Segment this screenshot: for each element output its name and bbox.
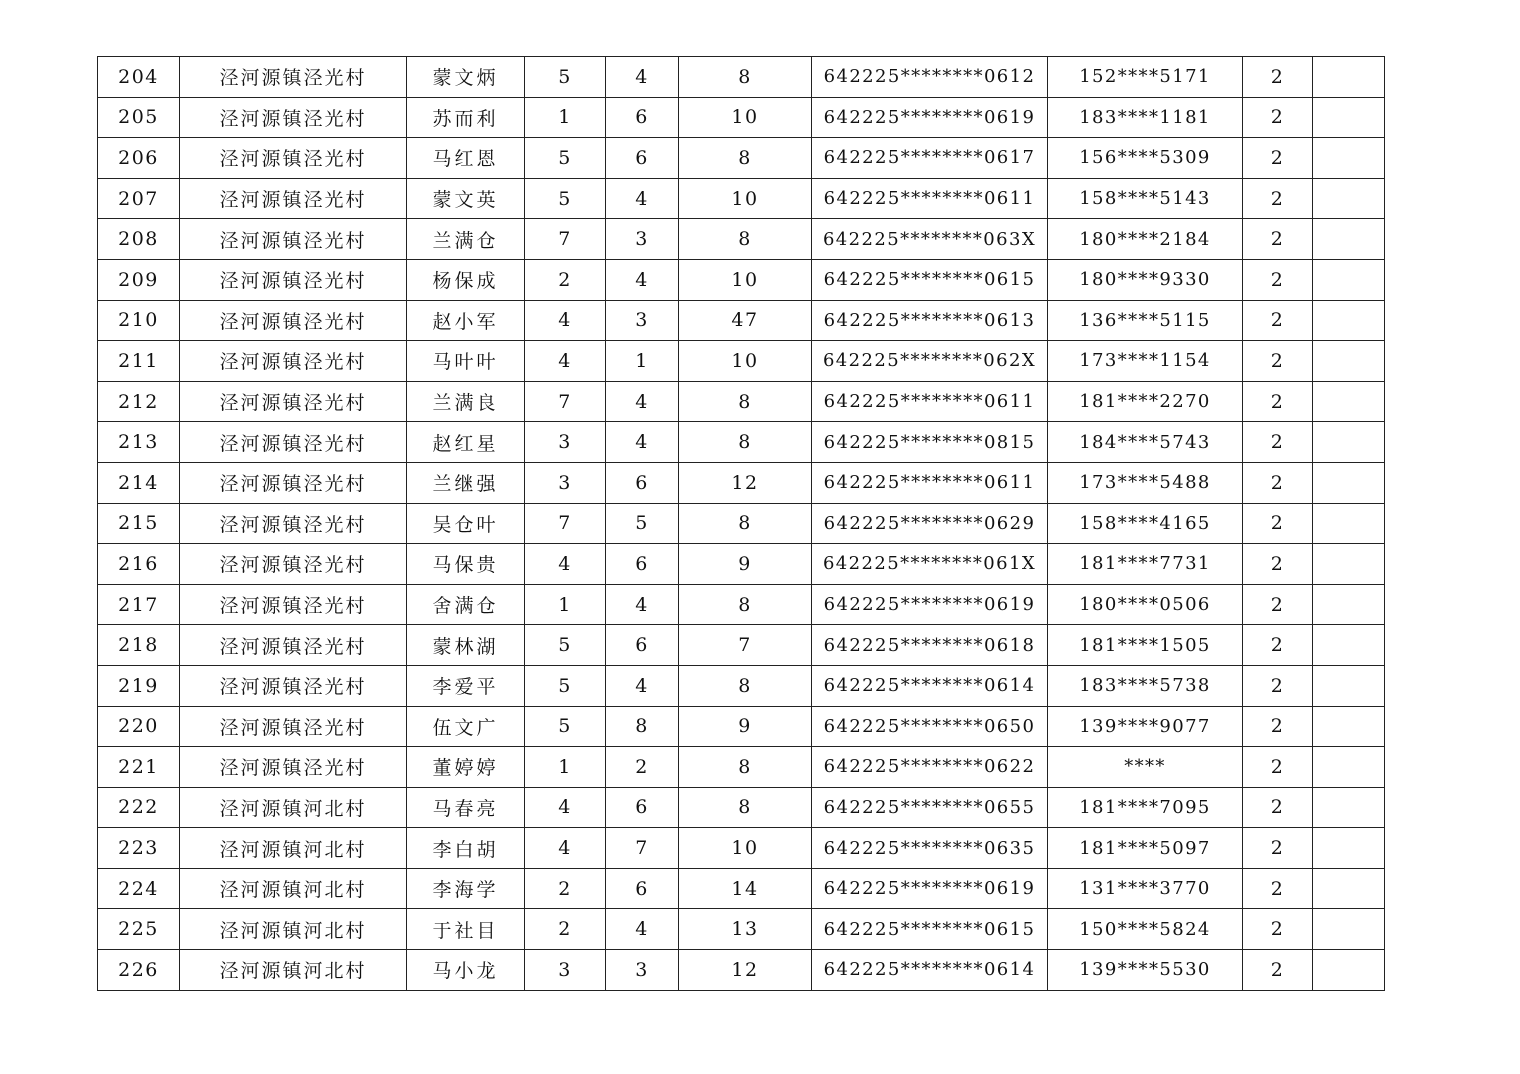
value-c-cell: 8 (679, 665, 812, 706)
id-number-cell: 642225********0655 (812, 787, 1048, 828)
id-number-cell: 642225********0611 (812, 462, 1048, 503)
count-cell: 2 (1243, 584, 1313, 625)
phone-cell: **** (1048, 747, 1243, 788)
value-a-cell: 1 (525, 97, 606, 138)
value-a-cell: 7 (525, 381, 606, 422)
table-row (98, 909, 1385, 950)
village-cell: 泾河源镇泾光村 (180, 341, 407, 382)
row-number-cell: 226 (98, 950, 180, 991)
village-cell: 泾河源镇泾光村 (180, 219, 407, 260)
note-cell (1313, 503, 1385, 544)
note-cell (1313, 950, 1385, 991)
value-a-cell: 3 (525, 422, 606, 463)
note-cell (1313, 909, 1385, 950)
value-c-cell: 8 (679, 57, 812, 98)
id-number-cell: 642225********0619 (812, 97, 1048, 138)
phone-cell: 181****1505 (1048, 625, 1243, 666)
table-row (98, 259, 1385, 300)
phone-cell: 139****5530 (1048, 950, 1243, 991)
row-number-cell: 208 (98, 219, 180, 260)
count-cell: 2 (1243, 422, 1313, 463)
note-cell (1313, 828, 1385, 869)
table-row (98, 462, 1385, 503)
phone-cell: 181****7731 (1048, 544, 1243, 585)
value-b-cell: 6 (606, 462, 679, 503)
name-cell: 马叶叶 (407, 341, 525, 382)
value-a-cell: 5 (525, 178, 606, 219)
note-cell (1313, 341, 1385, 382)
phone-cell: 183****5738 (1048, 665, 1243, 706)
value-b-cell: 4 (606, 909, 679, 950)
phone-cell: 131****3770 (1048, 868, 1243, 909)
name-cell: 蒙文炳 (407, 57, 525, 98)
value-b-cell: 4 (606, 259, 679, 300)
id-number-cell: 642225********0622 (812, 747, 1048, 788)
note-cell (1313, 868, 1385, 909)
value-c-cell: 10 (679, 259, 812, 300)
id-number-cell: 642225********063X (812, 219, 1048, 260)
phone-cell: 180****2184 (1048, 219, 1243, 260)
value-c-cell: 12 (679, 462, 812, 503)
value-a-cell: 2 (525, 259, 606, 300)
row-number-cell: 213 (98, 422, 180, 463)
name-cell: 赵红星 (407, 422, 525, 463)
row-number-cell: 211 (98, 341, 180, 382)
row-number-cell: 219 (98, 665, 180, 706)
id-number-cell: 642225********0614 (812, 950, 1048, 991)
value-b-cell: 8 (606, 706, 679, 747)
value-a-cell: 7 (525, 219, 606, 260)
table-row (98, 950, 1385, 991)
table-row (98, 300, 1385, 341)
value-c-cell: 9 (679, 706, 812, 747)
value-c-cell: 10 (679, 97, 812, 138)
value-b-cell: 4 (606, 422, 679, 463)
phone-cell: 136****5115 (1048, 300, 1243, 341)
row-number-cell: 205 (98, 97, 180, 138)
village-cell: 泾河源镇泾光村 (180, 503, 407, 544)
name-cell: 李海学 (407, 868, 525, 909)
table-row (98, 341, 1385, 382)
name-cell: 赵小军 (407, 300, 525, 341)
phone-cell: 152****5171 (1048, 57, 1243, 98)
name-cell: 伍文广 (407, 706, 525, 747)
id-number-cell: 642225********0650 (812, 706, 1048, 747)
value-c-cell: 8 (679, 219, 812, 260)
note-cell (1313, 57, 1385, 98)
row-number-cell: 212 (98, 381, 180, 422)
note-cell (1313, 787, 1385, 828)
name-cell: 蒙文英 (407, 178, 525, 219)
count-cell: 2 (1243, 747, 1313, 788)
value-c-cell: 12 (679, 950, 812, 991)
id-number-cell: 642225********0615 (812, 259, 1048, 300)
table-row (98, 219, 1385, 260)
table-row (98, 828, 1385, 869)
value-b-cell: 4 (606, 584, 679, 625)
value-a-cell: 5 (525, 138, 606, 179)
id-number-cell: 642225********0615 (812, 909, 1048, 950)
village-cell: 泾河源镇泾光村 (180, 259, 407, 300)
row-number-cell: 216 (98, 544, 180, 585)
name-cell: 苏而利 (407, 97, 525, 138)
value-a-cell: 5 (525, 57, 606, 98)
name-cell: 李爱平 (407, 665, 525, 706)
value-b-cell: 4 (606, 178, 679, 219)
village-cell: 泾河源镇泾光村 (180, 584, 407, 625)
count-cell: 2 (1243, 950, 1313, 991)
value-c-cell: 47 (679, 300, 812, 341)
row-number-cell: 215 (98, 503, 180, 544)
value-c-cell: 8 (679, 138, 812, 179)
name-cell: 于社目 (407, 909, 525, 950)
table-row (98, 665, 1385, 706)
id-number-cell: 642225********062X (812, 341, 1048, 382)
village-cell: 泾河源镇泾光村 (180, 747, 407, 788)
id-number-cell: 642225********0619 (812, 584, 1048, 625)
row-number-cell: 220 (98, 706, 180, 747)
value-c-cell: 8 (679, 787, 812, 828)
id-number-cell: 642225********061X (812, 544, 1048, 585)
row-number-cell: 210 (98, 300, 180, 341)
table-row (98, 178, 1385, 219)
value-c-cell: 10 (679, 341, 812, 382)
village-cell: 泾河源镇河北村 (180, 828, 407, 869)
count-cell: 2 (1243, 97, 1313, 138)
name-cell: 兰继强 (407, 462, 525, 503)
row-number-cell: 222 (98, 787, 180, 828)
id-number-cell: 642225********0617 (812, 138, 1048, 179)
count-cell: 2 (1243, 381, 1313, 422)
count-cell: 2 (1243, 219, 1313, 260)
note-cell (1313, 178, 1385, 219)
value-a-cell: 4 (525, 544, 606, 585)
phone-cell: 158****5143 (1048, 178, 1243, 219)
village-cell: 泾河源镇泾光村 (180, 665, 407, 706)
count-cell: 2 (1243, 341, 1313, 382)
value-b-cell: 3 (606, 950, 679, 991)
value-b-cell: 6 (606, 787, 679, 828)
count-cell: 2 (1243, 828, 1313, 869)
phone-cell: 150****5824 (1048, 909, 1243, 950)
value-b-cell: 4 (606, 381, 679, 422)
note-cell (1313, 747, 1385, 788)
row-number-cell: 218 (98, 625, 180, 666)
count-cell: 2 (1243, 868, 1313, 909)
note-cell (1313, 138, 1385, 179)
village-cell: 泾河源镇泾光村 (180, 57, 407, 98)
note-cell (1313, 462, 1385, 503)
count-cell: 2 (1243, 138, 1313, 179)
row-number-cell: 207 (98, 178, 180, 219)
phone-cell: 181****5097 (1048, 828, 1243, 869)
value-b-cell: 2 (606, 747, 679, 788)
village-cell: 泾河源镇泾光村 (180, 178, 407, 219)
value-b-cell: 6 (606, 544, 679, 585)
note-cell (1313, 625, 1385, 666)
count-cell: 2 (1243, 706, 1313, 747)
value-b-cell: 6 (606, 868, 679, 909)
id-number-cell: 642225********0635 (812, 828, 1048, 869)
phone-cell: 173****1154 (1048, 341, 1243, 382)
note-cell (1313, 381, 1385, 422)
value-c-cell: 8 (679, 747, 812, 788)
table-row (98, 138, 1385, 179)
count-cell: 2 (1243, 787, 1313, 828)
count-cell: 2 (1243, 665, 1313, 706)
value-b-cell: 1 (606, 341, 679, 382)
value-a-cell: 5 (525, 706, 606, 747)
table-row (98, 584, 1385, 625)
value-a-cell: 2 (525, 868, 606, 909)
value-c-cell: 10 (679, 178, 812, 219)
value-b-cell: 5 (606, 503, 679, 544)
household-table (97, 56, 1385, 991)
row-number-cell: 204 (98, 57, 180, 98)
count-cell: 2 (1243, 57, 1313, 98)
value-c-cell: 8 (679, 381, 812, 422)
count-cell: 2 (1243, 300, 1313, 341)
table-row (98, 625, 1385, 666)
name-cell: 马春亮 (407, 787, 525, 828)
id-number-cell: 642225********0613 (812, 300, 1048, 341)
name-cell: 兰满仓 (407, 219, 525, 260)
phone-cell: 184****5743 (1048, 422, 1243, 463)
name-cell: 董婷婷 (407, 747, 525, 788)
village-cell: 泾河源镇泾光村 (180, 422, 407, 463)
id-number-cell: 642225********0611 (812, 178, 1048, 219)
table-row (98, 97, 1385, 138)
row-number-cell: 223 (98, 828, 180, 869)
value-c-cell: 10 (679, 828, 812, 869)
row-number-cell: 217 (98, 584, 180, 625)
id-number-cell: 642225********0619 (812, 868, 1048, 909)
note-cell (1313, 665, 1385, 706)
name-cell: 马红恩 (407, 138, 525, 179)
village-cell: 泾河源镇泾光村 (180, 462, 407, 503)
table-row (98, 544, 1385, 585)
id-number-cell: 642225********0611 (812, 381, 1048, 422)
value-c-cell: 8 (679, 503, 812, 544)
value-a-cell: 3 (525, 950, 606, 991)
note-cell (1313, 259, 1385, 300)
count-cell: 2 (1243, 625, 1313, 666)
note-cell (1313, 97, 1385, 138)
phone-cell: 156****5309 (1048, 138, 1243, 179)
count-cell: 2 (1243, 503, 1313, 544)
id-number-cell: 642225********0618 (812, 625, 1048, 666)
value-b-cell: 3 (606, 219, 679, 260)
phone-cell: 158****4165 (1048, 503, 1243, 544)
count-cell: 2 (1243, 259, 1313, 300)
name-cell: 蒙林湖 (407, 625, 525, 666)
name-cell: 马小龙 (407, 950, 525, 991)
village-cell: 泾河源镇泾光村 (180, 300, 407, 341)
note-cell (1313, 584, 1385, 625)
id-number-cell: 642225********0629 (812, 503, 1048, 544)
table-row (98, 57, 1385, 98)
phone-cell: 139****9077 (1048, 706, 1243, 747)
value-a-cell: 3 (525, 462, 606, 503)
count-cell: 2 (1243, 178, 1313, 219)
value-c-cell: 13 (679, 909, 812, 950)
table-row (98, 868, 1385, 909)
count-cell: 2 (1243, 909, 1313, 950)
name-cell: 李白胡 (407, 828, 525, 869)
value-b-cell: 6 (606, 138, 679, 179)
note-cell (1313, 544, 1385, 585)
name-cell: 马保贵 (407, 544, 525, 585)
village-cell: 泾河源镇河北村 (180, 868, 407, 909)
value-a-cell: 7 (525, 503, 606, 544)
phone-cell: 180****9330 (1048, 259, 1243, 300)
village-cell: 泾河源镇泾光村 (180, 544, 407, 585)
note-cell (1313, 422, 1385, 463)
village-cell: 泾河源镇河北村 (180, 909, 407, 950)
table-row (98, 381, 1385, 422)
name-cell: 杨保成 (407, 259, 525, 300)
phone-cell: 181****2270 (1048, 381, 1243, 422)
value-a-cell: 5 (525, 625, 606, 666)
phone-cell: 183****1181 (1048, 97, 1243, 138)
value-b-cell: 4 (606, 665, 679, 706)
count-cell: 2 (1243, 462, 1313, 503)
row-number-cell: 209 (98, 259, 180, 300)
village-cell: 泾河源镇泾光村 (180, 381, 407, 422)
note-cell (1313, 219, 1385, 260)
value-b-cell: 4 (606, 57, 679, 98)
value-c-cell: 7 (679, 625, 812, 666)
phone-cell: 173****5488 (1048, 462, 1243, 503)
table-row (98, 787, 1385, 828)
id-number-cell: 642225********0815 (812, 422, 1048, 463)
count-cell: 2 (1243, 544, 1313, 585)
name-cell: 舍满仓 (407, 584, 525, 625)
row-number-cell: 214 (98, 462, 180, 503)
value-a-cell: 2 (525, 909, 606, 950)
value-c-cell: 8 (679, 584, 812, 625)
value-c-cell: 9 (679, 544, 812, 585)
village-cell: 泾河源镇泾光村 (180, 625, 407, 666)
table-body (98, 57, 1385, 991)
value-a-cell: 4 (525, 341, 606, 382)
village-cell: 泾河源镇泾光村 (180, 97, 407, 138)
value-b-cell: 3 (606, 300, 679, 341)
table-row (98, 747, 1385, 788)
value-a-cell: 1 (525, 747, 606, 788)
phone-cell: 180****0506 (1048, 584, 1243, 625)
name-cell: 吴仓叶 (407, 503, 525, 544)
value-b-cell: 7 (606, 828, 679, 869)
value-a-cell: 4 (525, 787, 606, 828)
value-a-cell: 5 (525, 665, 606, 706)
village-cell: 泾河源镇河北村 (180, 787, 407, 828)
value-a-cell: 1 (525, 584, 606, 625)
value-b-cell: 6 (606, 97, 679, 138)
phone-cell: 181****7095 (1048, 787, 1243, 828)
id-number-cell: 642225********0612 (812, 57, 1048, 98)
note-cell (1313, 300, 1385, 341)
table-row (98, 422, 1385, 463)
name-cell: 兰满良 (407, 381, 525, 422)
row-number-cell: 224 (98, 868, 180, 909)
row-number-cell: 221 (98, 747, 180, 788)
value-a-cell: 4 (525, 828, 606, 869)
value-c-cell: 14 (679, 868, 812, 909)
row-number-cell: 206 (98, 138, 180, 179)
village-cell: 泾河源镇泾光村 (180, 706, 407, 747)
value-c-cell: 8 (679, 422, 812, 463)
village-cell: 泾河源镇泾光村 (180, 138, 407, 179)
table-row (98, 503, 1385, 544)
id-number-cell: 642225********0614 (812, 665, 1048, 706)
value-b-cell: 6 (606, 625, 679, 666)
table-row (98, 706, 1385, 747)
village-cell: 泾河源镇河北村 (180, 950, 407, 991)
value-a-cell: 4 (525, 300, 606, 341)
row-number-cell: 225 (98, 909, 180, 950)
note-cell (1313, 706, 1385, 747)
